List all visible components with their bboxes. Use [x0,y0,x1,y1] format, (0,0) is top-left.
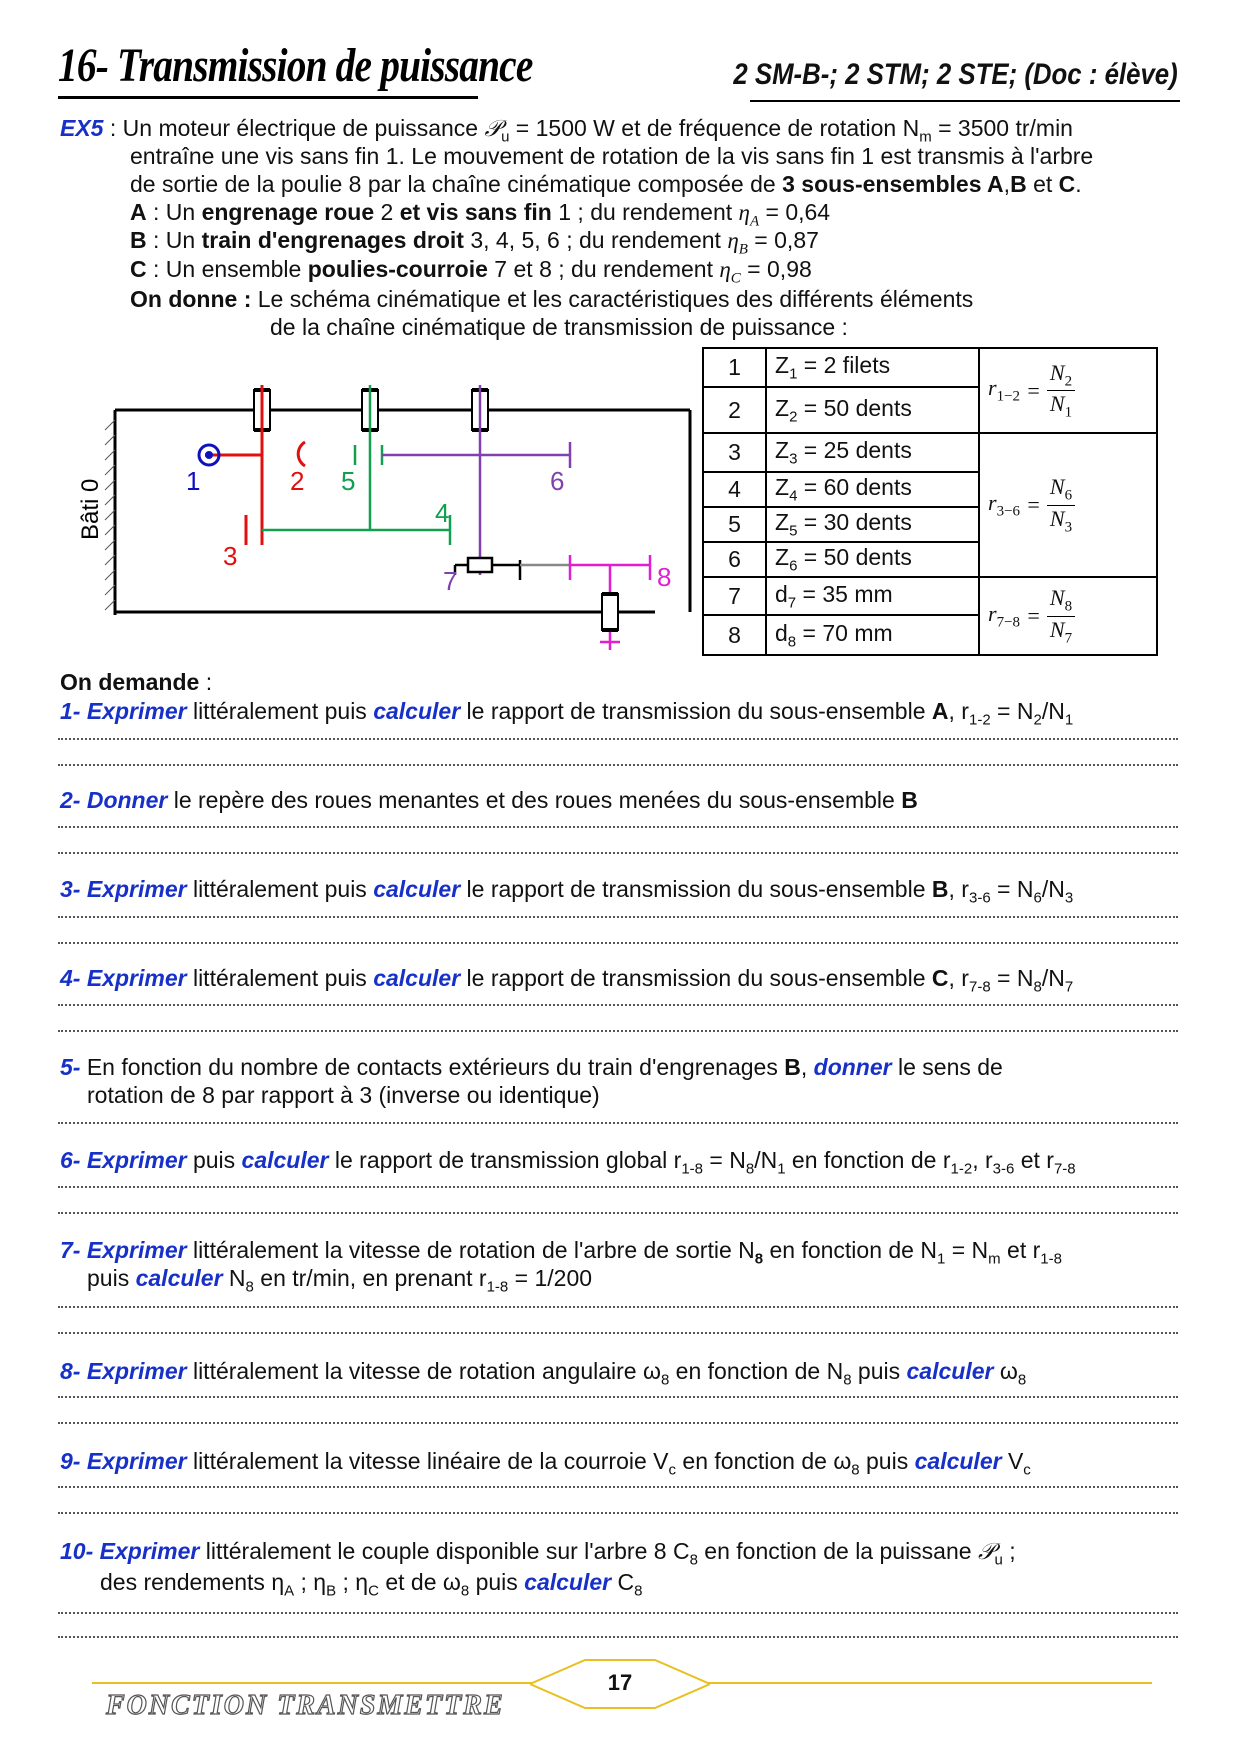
kinematic-diagram [60,350,700,650]
answer-line[interactable] [58,1004,1178,1008]
question-1: 1- Exprimer littéralement puis calculer le rapport de transmission du sous-ensemble A, $r_{1-2} = N_2/N_1$ [60,698,1074,729]
on-demande-heading: On demande : [60,669,213,695]
answer-line[interactable] [58,1636,1178,1640]
answer-line[interactable] [58,1212,1178,1216]
answer-line[interactable] [58,1332,1178,1336]
answer-line[interactable] [58,1122,1178,1126]
answer-line[interactable] [58,738,1178,742]
question-4: 4- Exprimer littéralement puis calculer le rapport de transmission du sous-ensemble C, $r_{7-8} = N_8/N_7$ [60,965,1074,996]
subset-b: B : Un train d'engrenages droit 3, 4, 5, 6 ; du rendement $\eta_B = 0,87$ [130,227,819,258]
doc-underline [750,100,1180,102]
answer-line[interactable] [58,1396,1178,1400]
question-10: 10- Exprimer littéralement le couple disponible sur l'arbre 8 $C_8$ en fonction de la puissane 𝒫$_u$ ; [60,1538,1016,1569]
answer-line[interactable] [58,942,1178,946]
exercise-label: EX5 [60,115,104,141]
on-donne-line-2: de la chaîne cinématique de transmission de puissance : [270,314,848,340]
pulley-belt-7-8 [455,555,650,650]
label-4: 4 [435,498,450,528]
answer-line[interactable] [58,1186,1178,1190]
characteristics-table [702,347,1158,656]
table-row: 1 $Z_1 = 2$ filets $r_{1-2}$ = $\frac{N_2}{N_1}$ [703,348,1157,387]
table-row: 4 $Z_4 = 60$ dents [703,472,1157,507]
ratio-r7-8: $r_{7-8}$ = $\frac{N_8}{N_7}$ [979,577,1157,655]
question-5-line-2: rotation de 8 par rapport à 3 (inverse ou identique) [87,1082,600,1108]
ratio-r3-6: $r_{3-6}$ = $\frac{N_6}{N_3}$ [979,433,1157,577]
intro-line-2: entraîne une vis sans fin 1. Le mouvement de rotation de la vis sans fin 1 est transmis à l'arbre [130,143,1094,169]
label-2: 2 [290,466,305,496]
label-5: 5 [341,466,356,496]
answer-line[interactable] [58,826,1178,830]
question-6: 6- Exprimer puis calculer le rapport de transmission global $r_{1-8} = N_8/N_1$ en fonction de $r_{1-2}$, $r_{3-6}$ et $r_{7-8}$ [60,1147,1076,1178]
label-3: 3 [223,541,238,571]
label-6: 6 [550,466,565,496]
question-9: 9- Exprimer littéralement la vitesse linéaire de la courroie $V_c$ en fonction de $\omega_8$ puis calculer $V_c$ [60,1448,1031,1479]
table-row: 2 $Z_2 = 50$ dents [703,387,1157,433]
intro-line-1: EX5 : Un moteur électrique de puissance 𝒫$_u$ = 1500 W et de fréquence de rotation $N_m = 3500$ tr/min [60,115,1073,146]
answer-line[interactable] [58,764,1178,768]
label-8: 8 [657,562,672,592]
answer-line[interactable] [58,1030,1178,1034]
answer-line[interactable] [58,916,1178,920]
intro-line-3: de sortie de la poulie 8 par la chaîne cinématique composée de 3 sous-ensembles A,B et C. [130,171,1082,197]
page-title: 16- Transmission de puissance [58,39,533,92]
title-underline [58,96,478,99]
subset-c: C : Un ensemble poulies-courroie 7 et 8 ; du rendement $\eta_C = 0,98$ [130,256,812,287]
answer-line[interactable] [58,1306,1178,1310]
table-row: 7 $d_7 = 35$ mm $r_{7-8}$ = $\frac{N_8}{N_7}$ [703,577,1157,615]
bati-label: Bâti 0 [77,478,104,540]
question-5: 5- En fonction du nombre de contacts extérieurs du train d'engrenages B, donner le sens de [60,1054,1003,1080]
answer-line[interactable] [58,1486,1178,1490]
table-row: 5 $Z_5 = 30$ dents [703,507,1157,542]
document-reference: 2 SM-B-; 2 STM; 2 STE; (Doc : élève) [733,58,1178,91]
question-8: 8- Exprimer littéralement la vitesse de rotation angulaire $\omega_8$ en fonction de $N_8$ puis calculer $\omega_8$ [60,1358,1027,1389]
label-7: 7 [443,566,458,596]
question-2: 2- Donner le repère des roues menantes et des roues menées du sous-ensemble B [60,787,918,813]
label-1: 1 [186,466,201,496]
on-donne-line-1: On donne : Le schéma cinématique et les caractéristiques des différents éléments [130,286,974,312]
bati-frame [115,410,690,615]
question-7: 7- Exprimer littéralement la vitesse de rotation de l'arbre de sortie $N_8$ en fonction de $N_1 = N_m$ et $r_{1-8}$ [60,1237,1062,1268]
table-row: 6 $Z_6 = 50$ dents [703,542,1157,577]
footer-brand: FONCTION TRANSMETTRE [106,1690,505,1721]
table-row: 8 $d_8 = 70$ mm [703,615,1157,655]
answer-line[interactable] [58,1422,1178,1426]
question-7-line-2: puis calculer $N_8$ en tr/min, en prenant $r_{1-8} = 1/200$ [87,1265,593,1296]
page-number: 17 [607,1670,633,1695]
question-10-line-2: des rendements $\eta_A$ ; $\eta_B$ ; $\eta_C$ et de $\omega_8$ puis calculer $C_8$ [100,1569,643,1600]
answer-line[interactable] [58,1512,1178,1516]
ratio-r1-2: $r_{1-2}$ = $\frac{N_2}{N_1}$ [979,348,1157,433]
answer-line[interactable] [58,852,1178,856]
answer-line[interactable] [58,1612,1178,1616]
table-row: 3 $Z_3 = 25$ dents $r_{3-6}$ = $\frac{N_6}{N_3}$ [703,433,1157,472]
subset-a: A : Un engrenage roue 2 et vis sans fin 1 ; du rendement $\eta_A = 0,64$ [130,199,831,230]
bearing-shaft-8 [602,594,618,630]
question-3: 3- Exprimer littéralement puis calculer le rapport de transmission du sous-ensemble B, $r_{3-6} = N_6/N_3$ [60,876,1074,907]
